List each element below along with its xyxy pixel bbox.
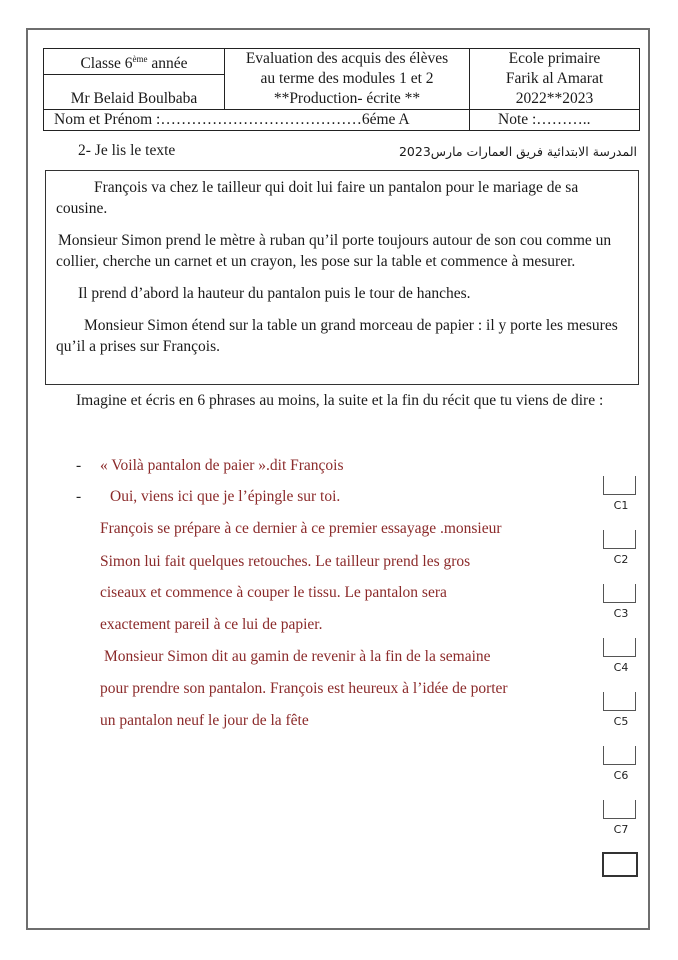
criterion-label-2: C2 [613, 553, 629, 566]
dash-2: - [76, 488, 82, 505]
school-line1: Ecole primaire [508, 50, 601, 67]
eval-cell [225, 49, 470, 110]
teacher-name: Mr Belaid Boulbaba [70, 90, 198, 107]
criterion-label-6: C6 [613, 769, 629, 782]
criterion-box-2 [603, 530, 636, 549]
answer-line-5: ciseaux et commence à couper le tissu. Le pantalon sera [100, 584, 447, 601]
class-cell [44, 49, 225, 75]
text-paragraph-1: François va chez le tailleur qui doit lui faire un pantalon pour le mariage de sa cousine. [56, 179, 579, 217]
criterion-box-5 [603, 692, 636, 711]
school-cell [470, 49, 640, 110]
reading-text-box [45, 170, 639, 385]
text-paragraph-2: Monsieur Simon prend le mètre à ruban qu’il porte toujours autour de son cou comme un collier, cherche un carnet et un crayon, les pose sur la table et commence à mesurer. [56, 232, 612, 270]
class-text: Classe 6 [80, 55, 133, 73]
note-cell[interactable] [470, 110, 640, 131]
criterion-box-4 [603, 638, 636, 657]
name-cell[interactable] [44, 110, 470, 131]
eval-line1: Evaluation des acquis des élèves [245, 50, 449, 67]
text-paragraph-4: Monsieur Simon étend sur la table un grand morceau de papier : il y porte les mesures qu’il a prises sur François. [56, 317, 618, 355]
school-year: 2022**2023 [515, 90, 594, 107]
school-arabic-label: المدرسة الابتدائية فريق العمارات مارس2023 [398, 144, 637, 159]
total-score-box [602, 852, 638, 877]
name-field[interactable]: Nom et Prénom :…………………………………6éme A [54, 111, 410, 128]
criterion-box-6 [603, 746, 636, 765]
section-title: 2- Je lis le texte [78, 142, 176, 159]
class-sup: ème [132, 54, 148, 64]
answer-line-2: Oui, viens ici que je l’épingle sur toi. [110, 488, 341, 505]
header-table [43, 48, 640, 131]
dash-1: - [76, 457, 82, 474]
criterion-box-7 [603, 800, 636, 819]
criterion-label-3: C3 [613, 607, 629, 620]
criterion-label-1: C1 [613, 499, 629, 512]
answer-line-8: pour prendre son pantalon. François est heureux à l’idée de porter [100, 680, 508, 697]
criterion-box-1 [603, 476, 636, 495]
eval-line2: au terme des modules 1 et 2 [260, 70, 434, 87]
school-line2: Farik al Amarat [505, 70, 604, 87]
note-field[interactable]: Note :……….. [498, 111, 591, 128]
criterion-label-4: C4 [613, 661, 629, 674]
writing-instruction: Imagine et écris en 6 phrases au moins, la suite et la fin du récit que tu viens de dire : [76, 392, 604, 409]
criterion-box-3 [603, 584, 636, 603]
answer-line-6: exactement pareil à ce lui de papier. [100, 616, 323, 633]
criterion-label-5: C5 [613, 715, 629, 728]
answer-line-9: un pantalon neuf le jour de la fête [100, 712, 309, 729]
answer-line-3: François se prépare à ce dernier à ce premier essayage .monsieur [100, 520, 502, 537]
answer-line-1: « Voilà pantalon de paier ».dit François [100, 457, 344, 474]
text-paragraph-3: Il prend d’abord la hauteur du pantalon puis le tour de hanches. [78, 285, 471, 302]
answer-line-7: Monsieur Simon dit au gamin de revenir à la fin de la semaine [104, 648, 491, 665]
eval-line3: **Production- écrite ** [273, 90, 421, 107]
criterion-label-7: C7 [613, 823, 629, 836]
answer-line-4: Simon lui fait quelques retouches. Le tailleur prend les gros [100, 553, 471, 570]
page-border [26, 28, 650, 930]
teacher-cell [44, 75, 225, 110]
class-suffix: année [147, 55, 188, 73]
